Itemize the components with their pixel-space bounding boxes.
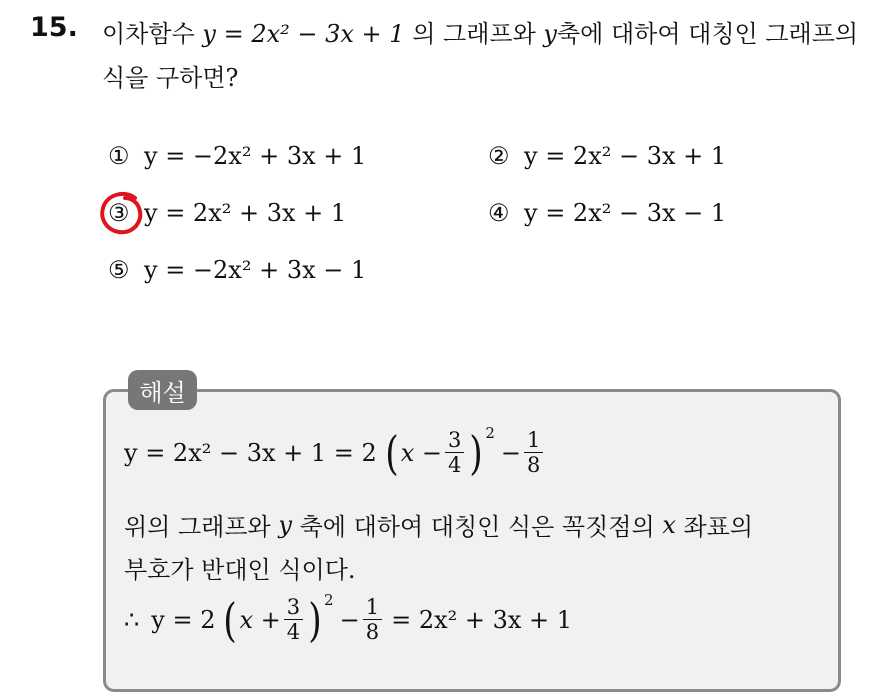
sol-y-symbol: y <box>278 510 292 539</box>
eq2-rhs: = 2x² + 3x + 1 <box>391 605 573 634</box>
fraction-numerator: 3 <box>448 428 462 452</box>
solution-text-line1 <box>124 507 753 542</box>
choice-text: y = 2x² − 3x − 1 <box>524 199 727 227</box>
sol-text-b: 축에 대하여 대칭인 식은 꼭짓점의 <box>299 513 655 541</box>
exponent: 2 <box>324 591 334 609</box>
solution-tag: 해설 <box>128 370 197 410</box>
stem-y-symbol: y <box>543 20 557 48</box>
stem-text-a: 이차함수 <box>102 20 195 48</box>
solution-text-line2: 부호가 반대인 식이다. <box>124 556 356 584</box>
choice-1[interactable] <box>108 142 366 170</box>
solution-equation-2 <box>124 591 573 647</box>
fraction-denominator: 8 <box>524 452 543 477</box>
therefore-symbol: ∴ <box>124 605 140 634</box>
choice-text: y = −2x² + 3x + 1 <box>144 142 367 170</box>
fraction-denominator: 8 <box>363 619 382 644</box>
exponent: 2 <box>485 424 495 442</box>
eq1-lhs: y = 2x² − 3x + 1 = 2 <box>124 438 377 467</box>
left-paren: ( <box>385 425 399 480</box>
choice-text: y = −2x² + 3x − 1 <box>144 256 367 284</box>
stem-text-c: 축에 대하여 대칭인 그래프의 <box>556 20 859 48</box>
choice-4[interactable] <box>488 199 726 227</box>
fraction-3-4 <box>445 428 464 477</box>
fraction-numerator: 3 <box>286 595 301 619</box>
fraction-numerator: 1 <box>527 428 541 452</box>
choice-text: y = 2x² − 3x + 1 <box>524 142 727 170</box>
fraction-denominator: 4 <box>445 452 464 477</box>
fraction-1-8 <box>524 428 543 477</box>
question-number: 15. <box>30 12 78 43</box>
eq2-x-plus: x + <box>239 605 281 634</box>
eq2-minus: − <box>339 605 360 634</box>
stem-equation: y = 2x² − 3x + 1 <box>202 20 405 48</box>
question-stem-line2: 식을 구하면? <box>102 64 239 92</box>
choice-marker: ③ <box>108 199 130 227</box>
fraction-1-8 <box>363 595 382 644</box>
choice-2[interactable] <box>488 142 726 170</box>
choice-marker: ⑤ <box>108 256 130 284</box>
choice-marker: ④ <box>488 199 510 227</box>
right-paren: ) <box>469 425 484 480</box>
choice-marker: ② <box>488 142 510 170</box>
sol-text-c: 좌표의 <box>683 513 754 541</box>
choice-5[interactable] <box>108 256 366 284</box>
left-paren: ( <box>223 592 238 647</box>
sol-text-a: 위의 그래프와 <box>124 513 271 541</box>
solution-equation-1 <box>124 424 546 480</box>
choice-marker: ① <box>108 142 130 170</box>
fraction-numerator: 1 <box>365 595 380 619</box>
choice-text: y = 2x² + 3x + 1 <box>144 199 347 227</box>
stem-text-b: 의 그래프와 <box>412 20 536 48</box>
eq1-x-minus: x − <box>400 438 443 467</box>
selected-answer-circle-icon <box>95 186 151 242</box>
sol-x-symbol: x <box>662 510 676 539</box>
eq2-lhs: y = 2 <box>151 605 216 634</box>
question-stem-line1 <box>102 14 858 49</box>
fraction-3-4 <box>284 595 303 644</box>
right-paren: ) <box>308 592 322 647</box>
fraction-denominator: 4 <box>284 619 303 644</box>
eq1-minus: − <box>500 438 522 467</box>
